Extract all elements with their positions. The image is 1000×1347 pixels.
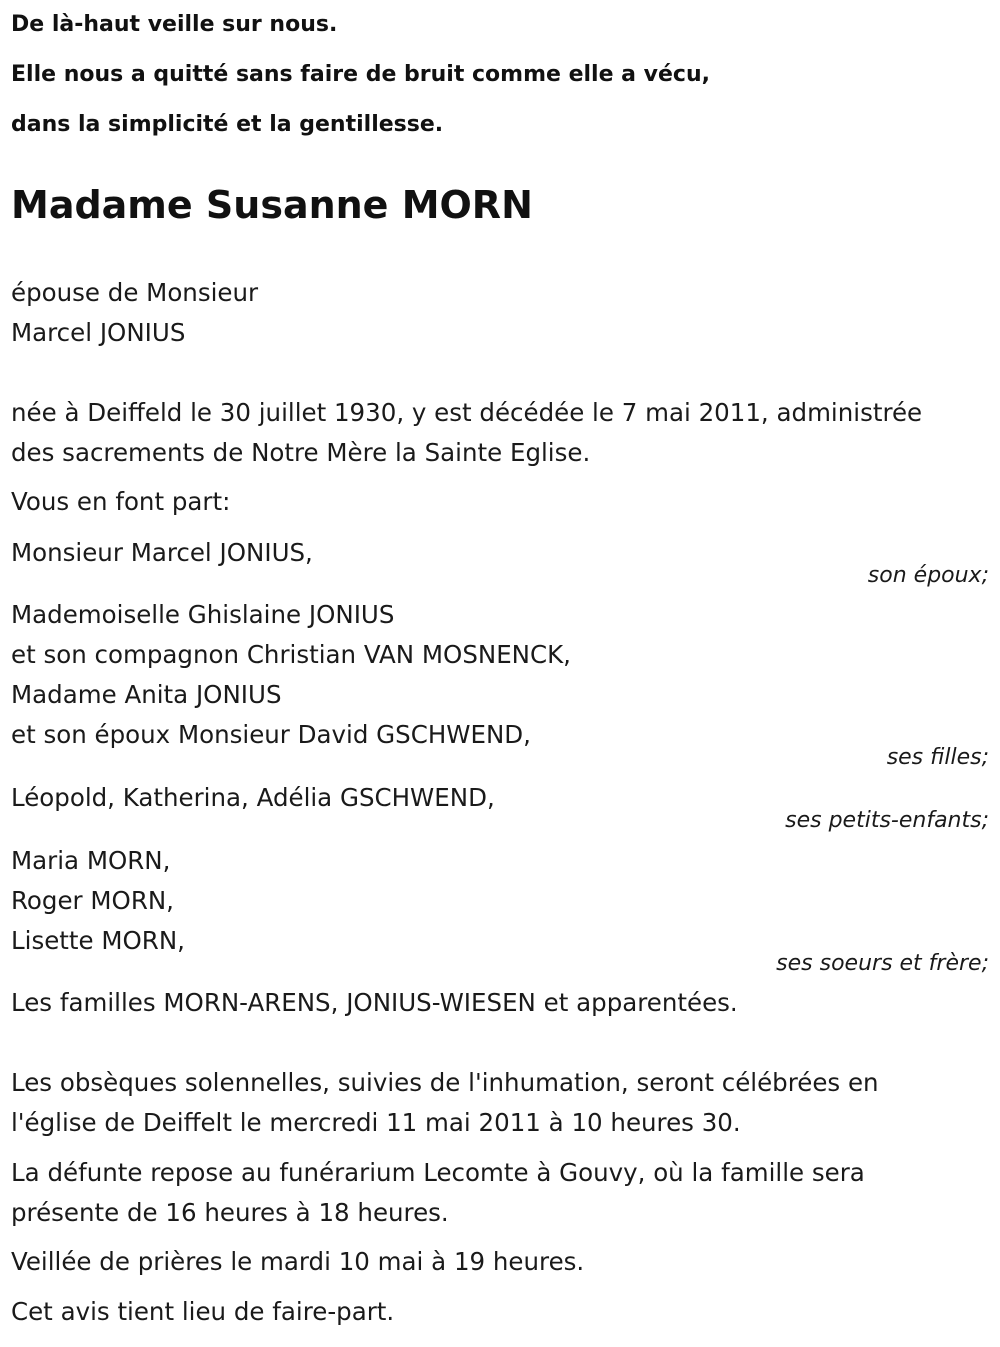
families-line: Les familles MORN-ARENS, JONIUS-WIESEN et apparentées. bbox=[11, 988, 738, 1017]
closing-line: Cet avis tient lieu de faire-part. bbox=[11, 1297, 395, 1326]
daughter-line-2: et son compagnon Christian VAN MOSNENCK, bbox=[11, 640, 571, 669]
sibling-line-1: Maria MORN, bbox=[11, 846, 171, 875]
sibling-line-3: Lisette MORN, bbox=[11, 926, 185, 955]
birth-line-1: née à Deiffeld le 30 juillet 1930, y est décédée le 7 mai 2011, administrée bbox=[11, 398, 923, 427]
header-line-2: Elle nous a quitté sans faire de bruit comme elle a vécu, bbox=[11, 62, 710, 87]
relation-daughters: ses filles; bbox=[886, 745, 989, 770]
header-line-3: dans la simplicité et la gentillesse. bbox=[11, 112, 444, 137]
relation-spouse: son époux; bbox=[867, 563, 989, 588]
viewing-line-1: La défunte repose au funérarium Lecomte à Gouvy, où la famille sera bbox=[11, 1158, 865, 1187]
birth-line-2: des sacrements de Notre Mère la Sainte Eglise. bbox=[11, 438, 591, 467]
daughter-line-3: Madame Anita JONIUS bbox=[11, 680, 282, 709]
spouse-line-1: épouse de Monsieur bbox=[11, 278, 259, 307]
daughter-line-4: et son époux Monsieur David GSCHWEND, bbox=[11, 720, 531, 749]
vigil-line: Veillée de prières le mardi 10 mai à 19 heures. bbox=[11, 1247, 585, 1276]
obituary-notice bbox=[11, 0, 991, 1347]
relation-grandchildren: ses petits-enfants; bbox=[785, 808, 989, 833]
spouse-line-2: Marcel JONIUS bbox=[11, 318, 186, 347]
header-line-1: De là-haut veille sur nous. bbox=[11, 12, 338, 37]
spouse-name: Monsieur Marcel JONIUS, bbox=[11, 538, 313, 567]
funeral-line-1: Les obsèques solennelles, suivies de l'inhumation, seront célébrées en bbox=[11, 1068, 879, 1097]
announcers-intro: Vous en font part: bbox=[11, 487, 231, 516]
grandchildren-names: Léopold, Katherina, Adélia GSCHWEND, bbox=[11, 783, 495, 812]
relation-siblings: ses soeurs et frère; bbox=[776, 951, 989, 976]
deceased-name: Madame Susanne MORN bbox=[11, 183, 533, 227]
sibling-line-2: Roger MORN, bbox=[11, 886, 174, 915]
funeral-line-2: l'église de Deiffelt le mercredi 11 mai 2011 à 10 heures 30. bbox=[11, 1108, 741, 1137]
viewing-line-2: présente de 16 heures à 18 heures. bbox=[11, 1198, 449, 1227]
daughter-line-1: Mademoiselle Ghislaine JONIUS bbox=[11, 600, 395, 629]
